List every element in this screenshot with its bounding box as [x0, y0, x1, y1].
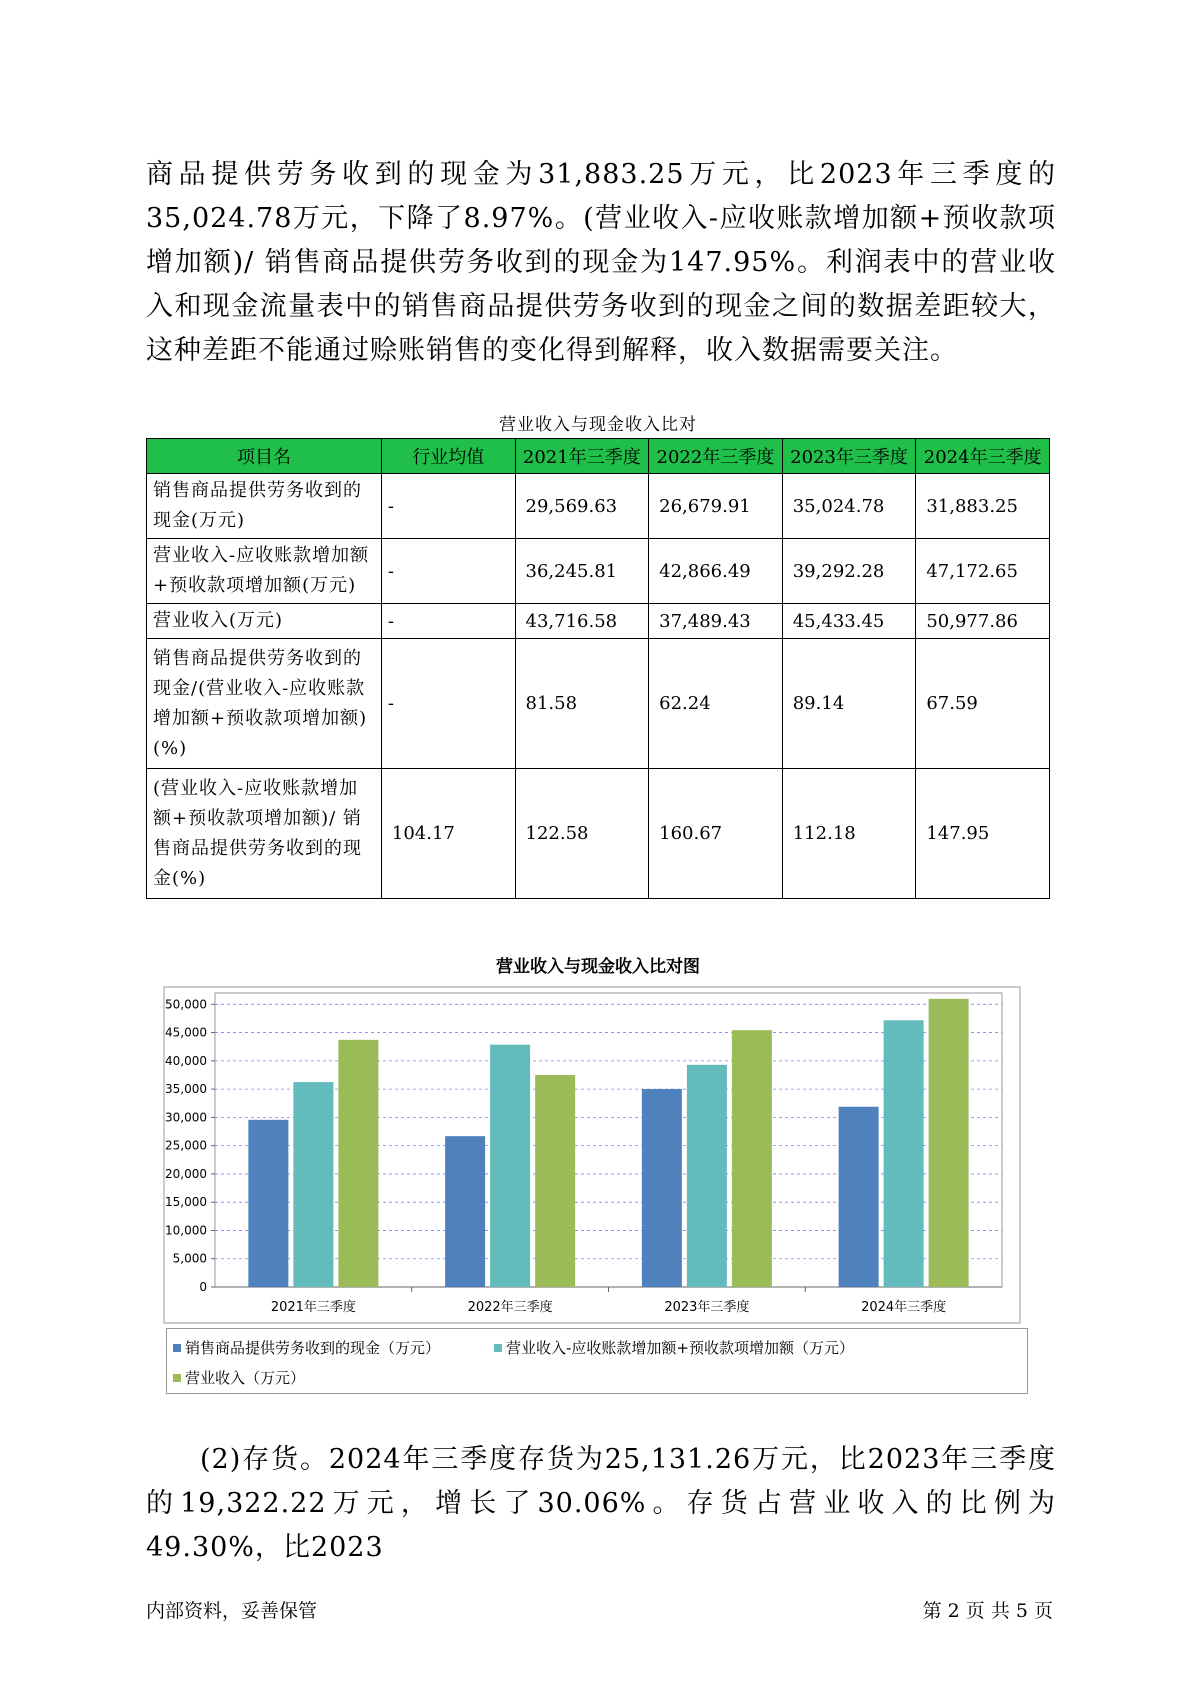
- table-cell: 112.18: [782, 769, 916, 899]
- bar: [732, 1030, 772, 1287]
- paragraph-text-2: (2)存货。2024年三季度存货为25,131.26万元，比2023年三季度的19,322.22万元，增长了30.06%。存货占营业收入的比例为49.30%，比2023: [146, 1444, 1056, 1563]
- legend-label: 营业收入-应收账款增加额+预收款项增加额（万元）: [506, 1339, 854, 1357]
- revenue-cash-table: [146, 438, 1050, 899]
- row-label: 营业收入(万元): [147, 604, 382, 639]
- bar: [642, 1089, 682, 1287]
- bar: [839, 1107, 879, 1287]
- table-cell: 35,024.78: [782, 474, 916, 539]
- legend-label: 营业收入（万元）: [185, 1369, 306, 1387]
- y-tick-label: 45,000: [165, 1025, 207, 1040]
- y-tick-label: 10,000: [165, 1223, 207, 1238]
- y-tick-label: 40,000: [165, 1053, 207, 1068]
- x-tick-label: 2023年三季度: [664, 1300, 750, 1315]
- table-cell: -: [381, 539, 515, 604]
- table-cell: 81.58: [515, 639, 649, 769]
- table-cell: 42,866.49: [649, 539, 783, 604]
- bar: [293, 1082, 333, 1287]
- table-header-row: [147, 439, 1050, 474]
- footer-page-number: 第 2 页 共 5 页: [922, 1600, 1053, 1622]
- row-label: 营业收入-应收账款增加额+预收款项增加额(万元): [147, 539, 382, 604]
- y-tick-label: 0: [199, 1280, 207, 1294]
- row-label: 销售商品提供劳务收到的现金(万元): [147, 474, 382, 539]
- header-industry-avg: 行业均值: [381, 439, 515, 474]
- bar: [248, 1120, 288, 1287]
- y-tick-label: 25,000: [165, 1138, 207, 1153]
- y-tick-label: 15,000: [165, 1195, 207, 1210]
- table-cell: 89.14: [782, 639, 916, 769]
- legend-swatch: [494, 1344, 502, 1352]
- bar: [490, 1045, 530, 1287]
- bar: [535, 1075, 575, 1287]
- header-2023q3: 2023年三季度: [782, 439, 916, 474]
- table-cell: 39,292.28: [782, 539, 916, 604]
- table-cell: 37,489.43: [649, 604, 783, 639]
- legend-item-cash: [173, 1337, 440, 1358]
- y-tick-label: 20,000: [165, 1166, 207, 1181]
- x-tick-label: 2024年三季度: [861, 1300, 947, 1315]
- table-caption: 营业收入与现金收入比对: [499, 415, 697, 435]
- y-tick-label: 35,000: [165, 1082, 207, 1097]
- table-cell: 67.59: [916, 639, 1050, 769]
- table-cell: 47,172.65: [916, 539, 1050, 604]
- table-cell: -: [381, 639, 515, 769]
- header-2022q3: 2022年三季度: [649, 439, 783, 474]
- table-cell: 43,716.58: [515, 604, 649, 639]
- y-tick-label: 30,000: [165, 1110, 207, 1125]
- table-cell: 26,679.91: [649, 474, 783, 539]
- table-cell: 29,569.63: [515, 474, 649, 539]
- header-2021q3: 2021年三季度: [515, 439, 649, 474]
- table-row: [147, 639, 1050, 769]
- legend-item-revenue: [173, 1367, 305, 1388]
- table-row: [147, 604, 1050, 639]
- row-label: 销售商品提供劳务收到的现金/(营业收入-应收账款增加额+预收款项增加额)(%): [147, 639, 382, 769]
- table-cell: 147.95: [916, 769, 1050, 899]
- table-cell: 122.58: [515, 769, 649, 899]
- table-cell: -: [381, 604, 515, 639]
- table-cell: 62.24: [649, 639, 783, 769]
- table-cell: 31,883.25: [916, 474, 1050, 539]
- x-tick-label: 2021年三季度: [270, 1300, 356, 1315]
- bar: [445, 1136, 485, 1287]
- table-cell: -: [381, 474, 515, 539]
- bar-chart: [162, 985, 1022, 1325]
- table-row: [147, 769, 1050, 899]
- table-cell: 45,433.45: [782, 604, 916, 639]
- row-label: (营业收入-应收账款增加额+预收款项增加额)/ 销售商品提供劳务收到的现金(%): [147, 769, 382, 899]
- header-item-name: 项目名: [147, 439, 382, 474]
- x-tick-label: 2022年三季度: [467, 1300, 553, 1315]
- body-paragraph-1: [146, 153, 1056, 373]
- table-cell: 104.17: [381, 769, 515, 899]
- legend-label: 销售商品提供劳务收到的现金（万元）: [185, 1339, 441, 1357]
- table-row: [147, 474, 1050, 539]
- footer-confidential: 内部资料，妥善保管: [146, 1600, 318, 1622]
- chart-legend: [166, 1328, 1028, 1394]
- y-tick-label: 5,000: [172, 1251, 207, 1266]
- bar: [338, 1040, 378, 1287]
- legend-item-adjusted-revenue: [494, 1337, 854, 1358]
- body-paragraph-2: [146, 1438, 1056, 1570]
- paragraph-text-1: 商品提供劳务收到的现金为31,883.25万元，比2023年三季度的35,024.78万元，下降了8.97%。(营业收入-应收账款增加额+预收款项增加额)/ 销售商品提供劳务收到的现金为147.95%。利润表中的营业收入和现金流量表中的销售商品提供劳务收到的现金之间的数据差距较大，这种差距不能通过赊账销售的变化得到解释，收入数据需要关注。: [146, 159, 1056, 366]
- header-2024q3: 2024年三季度: [916, 439, 1050, 474]
- bar: [884, 1020, 924, 1287]
- table-cell: 36,245.81: [515, 539, 649, 604]
- table-cell: 160.67: [649, 769, 783, 899]
- legend-swatch: [173, 1374, 181, 1382]
- table-row: [147, 539, 1050, 604]
- y-tick-label: 50,000: [165, 997, 207, 1012]
- bar: [687, 1065, 727, 1287]
- bar: [929, 999, 969, 1287]
- chart-title: 营业收入与现金收入比对图: [496, 957, 700, 977]
- table-cell: 50,977.86: [916, 604, 1050, 639]
- legend-swatch: [173, 1344, 181, 1352]
